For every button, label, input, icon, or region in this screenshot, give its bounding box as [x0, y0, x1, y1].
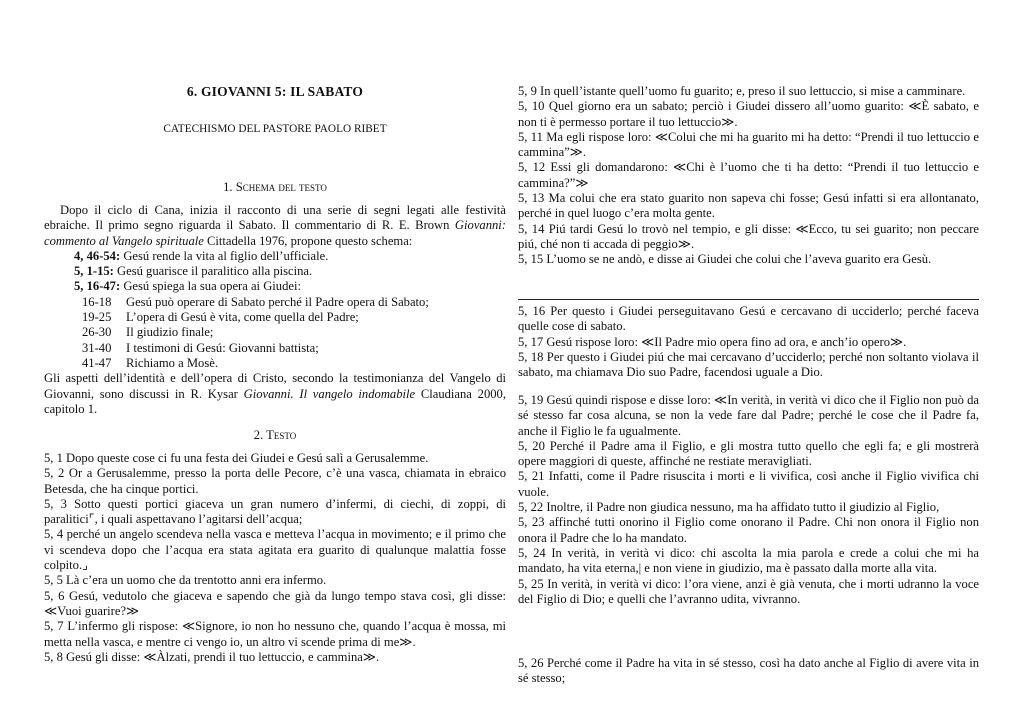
- subscheme-text: Il giudizio finale;: [126, 325, 214, 340]
- scheme-text: Gesú rende la vita al figlio dell’ufficiale.: [120, 248, 329, 263]
- outro-text-b: Claudiana 2000, capitolo 1.: [44, 386, 506, 416]
- verse: 5, 5 Là c’era un uomo che da trentotto anni era infermo.: [44, 573, 327, 588]
- verse: 5, 1 Dopo queste cose ci fu una festa dei Giudei e Gesú salì a Gerusalemme.: [44, 451, 429, 465]
- scheme-text: Gesú spiega la sua opera ai Giudei:: [120, 279, 301, 294]
- subscheme-item: [82, 325, 506, 340]
- verses-left: [44, 451, 506, 665]
- verse: 5, 13 Ma colui che era stato guarito non sapeva chi fosse; Gesú infatti si era allontanato, perché in quel luogo c’era molta gente.: [518, 191, 979, 221]
- page-title: 6. GIOVANNI 5: IL SABATO: [186, 84, 364, 99]
- schema-intro: [44, 203, 506, 249]
- intro-text-b: Cittadella 1976, propone questo schema:: [203, 233, 413, 248]
- subscheme-item: [82, 341, 506, 356]
- verses-right-d: [518, 656, 979, 687]
- subscheme-text: I testimoni di Gesú: Giovanni battista;: [126, 340, 319, 355]
- verse: 5, 3 Sotto questi portici giaceva un gran numero d’infermi, di ciechi, di zoppi, di paralitici⌜, i quali aspettavano l’agitarsi dell’acqua;: [44, 496, 506, 527]
- verse: 5, 23 affinché tutti onorino il Figlio come onorano il Padre. Chi non onora il Figlio non onora il Padre che lo ha mandato.: [518, 515, 979, 545]
- verse: 5, 24 In verità, in verità vi dico: chi ascolta la mia parola e crede a colui che mi ha mandato, ha vita eterna,| e non viene in giudizio, ma è passato dalla morte alla vita.: [518, 545, 979, 576]
- verse: 5, 2 Or a Gerusalemme, presso la porta delle Pecore, c’è una vasca, chiamata in ebraico Betesda, che ha cinque portici.: [44, 466, 506, 496]
- verse: 5, 14 Piú tardi Gesú lo trovò nel tempio, e gli disse: ≪Ecco, tu sei guarito; non peccare piú, ché non ti accada di peggio≫.: [518, 221, 979, 251]
- scheme-list: [44, 249, 506, 295]
- verse: 5, 7 L’infermo gli rispose: ≪Signore, io non ho nessuno che, quando l’acqua è mossa, mi metta nella vasca, e mentre ci vengo io, un altro vi scende prima di me≫.: [44, 619, 506, 649]
- verse: 5, 11 Ma egli rispose loro: ≪Colui che mi ha guarito mi ha detto: “Prendi il tuo lettuccio e cammina”≫.: [518, 129, 979, 160]
- schema-outro: [44, 371, 506, 417]
- intro-book-title: Giovanni: commento al Vangelo spirituale: [44, 218, 506, 248]
- verse: 5, 12 Essi gli domandarono: ≪Chi è l’uomo che ti ha detto: “Prendi il tuo lettuccio e cammina?”≫: [518, 160, 979, 190]
- subscheme-item: [82, 356, 506, 371]
- verse: 5, 8 Gesú gli disse: ≪Àlzati, prendi il tuo lettuccio, e cammina≫.: [44, 649, 380, 664]
- verses-right-b: [518, 304, 979, 380]
- verse: 5, 10 Quel giorno era un sabato; perciò i Giudei dissero all’uomo guarito: ≪È sabato, e non ti è permesso portare il tuo lettuccio≫.: [518, 99, 979, 129]
- scheme-item: [74, 279, 506, 294]
- scheme-ref: 5, 16-47:: [74, 279, 121, 294]
- verses-right-a: [518, 84, 979, 268]
- verses-right-c: [518, 393, 979, 607]
- verse: 5, 15 L’uomo se ne andò, e disse ai Giudei che colui che l’aveva guarito era Gesù.: [518, 252, 932, 267]
- subscheme-range: 19-25: [82, 310, 112, 325]
- page-subtitle: CATECHISMO DEL PASTORE PAOLO RIBET: [163, 123, 387, 135]
- scheme-item: [74, 249, 506, 264]
- subscheme-range: 41-47: [82, 355, 112, 370]
- section-heading-testo: 2. Testo: [253, 428, 297, 442]
- schema-block: [44, 203, 506, 417]
- subscheme-text: Richiamo a Mosè.: [126, 355, 218, 370]
- subscheme-item: [82, 295, 506, 310]
- outro-book-title: Giovanni. Il vangelo indomabile: [243, 386, 416, 401]
- subscheme-item: [82, 310, 506, 325]
- verse: 5, 21 Infatti, come il Padre risuscita i morti e li vivifica, così anche il Figlio vivifica chi vuole.: [518, 469, 979, 499]
- verse: 5, 20 Perché il Padre ama il Figlio, e gli mostra tutto quello che egli fa; e gli mostrerà opere maggiori di queste, affinché ne restiate meravigliati.: [518, 438, 979, 469]
- verse: 5, 6 Gesú, vedutolo che giaceva e sapendo che già da lungo tempo stava così, gli disse: ≪Vuoi guarire?≫: [44, 588, 506, 618]
- scheme-item: [74, 264, 506, 279]
- outro-text-a: Gli aspetti dell’identità e dell’opera di Cristo, secondo la testimonianza del Vangelo di Giovanni, sono discussi in R. Kysar: [44, 371, 506, 401]
- verse: 5, 22 Inoltre, il Padre non giudica nessuno, ma ha affidato tutto il giudizio al Figlio,: [518, 500, 940, 515]
- intro-text-a: Dopo il ciclo di Cana, inizia il racconto di una serie di segni legati alle festività ebraiche. Il primo segno riguarda il Sabato. Il commentario di R. E. Brown: [44, 203, 506, 233]
- verse: 5, 19 Gesú quindi rispose e disse loro: ≪In verità, in verità vi dico che il Figlio non può da sé stesso far cosa alcuna, se non la vede fare dal Padre; perché le cose che il Padre fa, anche il Figlio le fa ugualmente.: [518, 393, 979, 438]
- verse: 5, 26 Perché come il Padre ha vita in sé stesso, così ha dato anche al Figlio di avere vita in sé stesso;: [518, 656, 979, 686]
- verse: 5, 4 perché un angelo scendeva nella vasca e metteva l’acqua in movimento; e il primo che vi scendeva dopo che l’acqua era stata agitata era guarito di qualunque malattia fosse colpito.⌟: [44, 527, 506, 573]
- subscheme-text: Gesú può operare di Sabato perché il Padre opera di Sabato;: [126, 294, 429, 309]
- subscheme-list: [44, 295, 506, 371]
- section-rule: [518, 299, 979, 300]
- scheme-ref: 5, 1-15:: [74, 264, 114, 279]
- verse: 5, 17 Gesú rispose loro: ≪Il Padre mio opera fino ad ora, e anch’io opero≫.: [518, 334, 907, 349]
- verse: 5, 25 In verità, in verità vi dico: l’ora viene, anzi è già venuta, che i morti udranno la voce del Figlio di Dio; e quelli che l’avranno udita, vivranno.: [518, 576, 979, 606]
- verse: 5, 16 Per questo i Giudei perseguitavano Gesú e cercavano di ucciderlo; perché faceva quelle cose di sabato.: [518, 304, 979, 334]
- subscheme-range: 26-30: [82, 325, 112, 340]
- subscheme-text: L’opera di Gesú è vita, come quella del Padre;: [126, 310, 359, 325]
- scheme-text: Gesú guarisce il paralitico alla piscina.: [113, 264, 313, 279]
- verse: 5, 9 In quell’istante quell’uomo fu guarito; e, preso il suo lettuccio, si mise a camminare.: [518, 84, 966, 98]
- section-heading-schema: 1. Schema del testo: [223, 180, 327, 194]
- scheme-ref: 4, 46-54:: [74, 248, 121, 263]
- verse: 5, 18 Per questo i Giudei piú che mai cercavano d’ucciderlo; perché non soltanto violava il sabato, ma chiamava Dio suo Padre, facendosi uguale a Dio.: [518, 349, 979, 380]
- subscheme-range: 31-40: [82, 340, 112, 355]
- subscheme-range: 16-18: [82, 294, 112, 309]
